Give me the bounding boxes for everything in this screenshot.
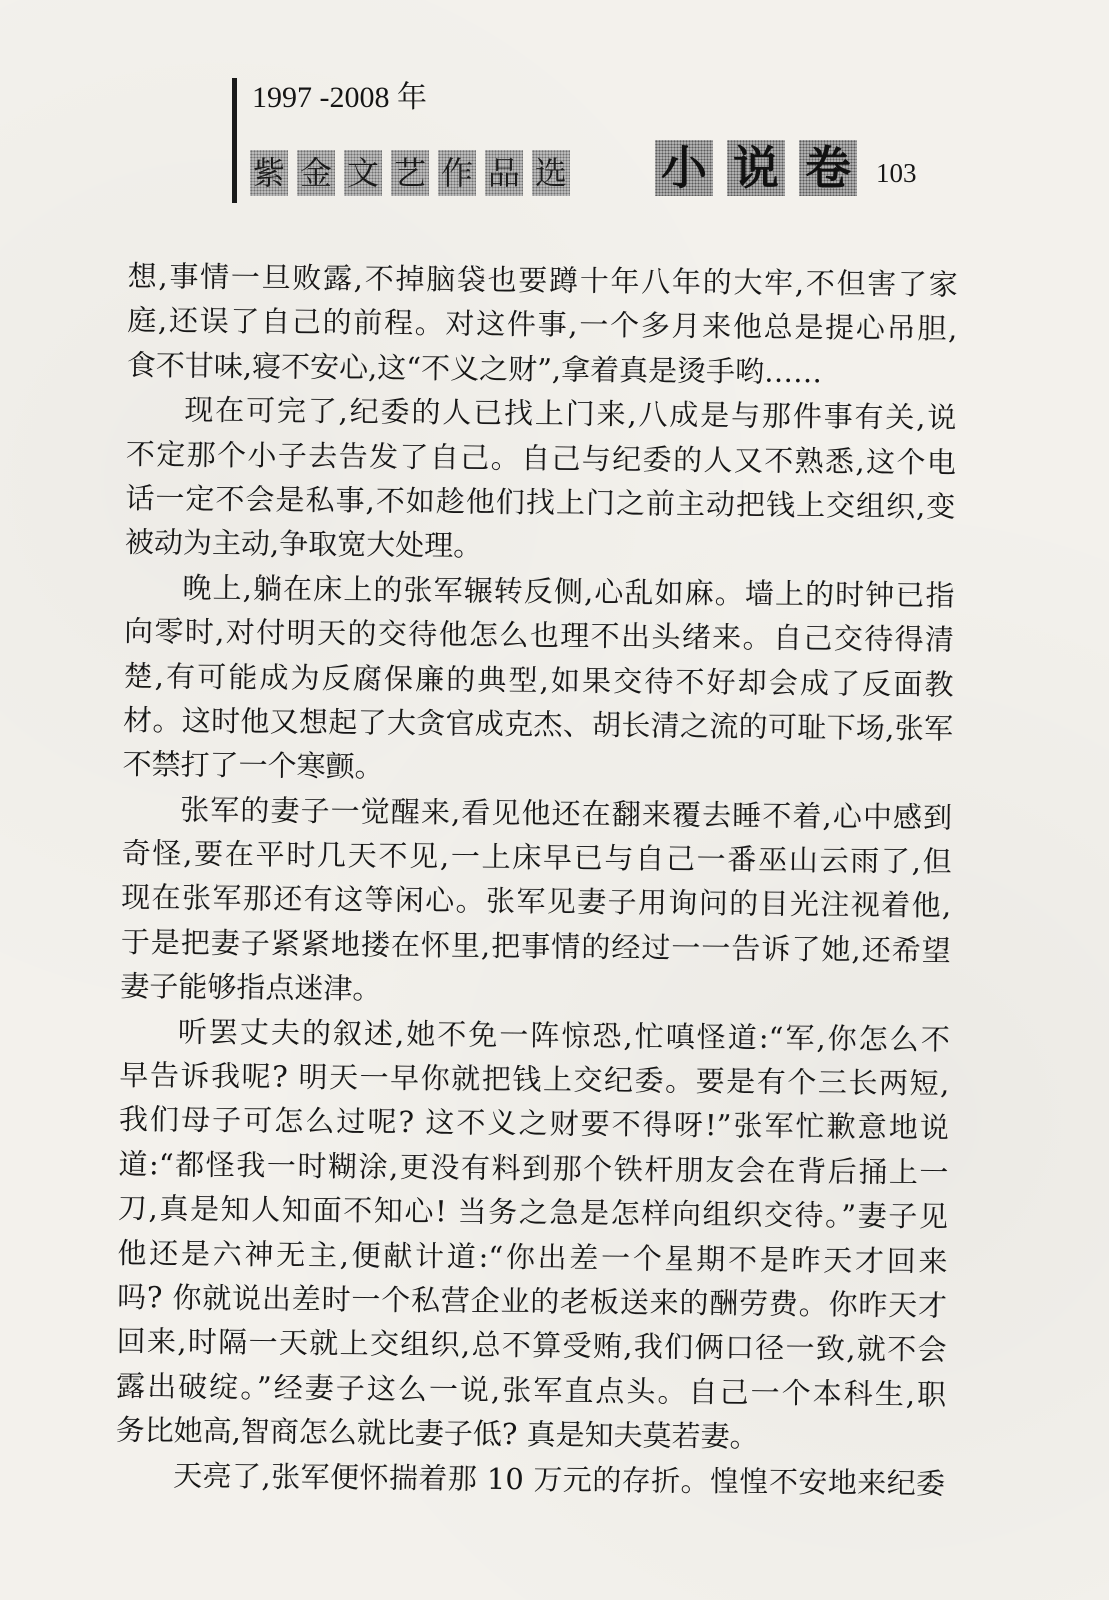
text-line: 刀,真是知人知面不知心! 当务之急是怎样向组织交待。”妻子见	[117, 1191, 949, 1234]
volume-title	[655, 140, 857, 196]
text-line: 早告诉我呢? 明天一早你就把钱上交纪委。要是有个三长两短,	[119, 1057, 950, 1101]
volume-title-char: 小	[655, 140, 713, 196]
page-number: 103	[876, 158, 917, 188]
text-line: 务比她高,智商怎么就比妻子低? 真是知夫莫若妻。	[115, 1413, 759, 1454]
text-line: 材。这时他又想起了大贪官成克杰、胡长清之流的可耻下场,张军	[122, 702, 954, 746]
text-line: 现在张军那还有这等闲心。张军见妻子用询问的目光注视着他,	[121, 880, 952, 924]
text-line: 食不甘味,寝不安心,这“不义之财”,拿着真是烫手哟……	[126, 347, 823, 390]
text-line: 庭,还误了自己的前程。对这件事,一个多月来他总是提心吊胆,	[127, 303, 958, 347]
text-line: 妻子能够指点迷津。	[120, 969, 382, 1006]
series-title-char: 艺	[391, 150, 429, 196]
text-line: 楚,有可能成为反腐保廉的典型,如果交待不好却会成了反面教	[123, 658, 954, 702]
text-line: 晚上,躺在床上的张军辗转反侧,心乱如麻。墙上的时钟已指	[182, 570, 955, 613]
text-line: 向零时,对付明天的交待他怎么也理不出头绪来。自己交待得清	[123, 614, 955, 657]
series-title-char: 紫	[250, 150, 288, 196]
text-line: 吗? 你就说出差时一个私营企业的老板送来的酬劳费。你昨天才	[116, 1279, 948, 1323]
series-title-char: 选	[532, 150, 570, 196]
text-line: 想,事情一旦败露,不掉脑袋也要蹲十年八年的大牢,不但害了家	[127, 258, 958, 302]
text-line: 他还是六神无主,便献计道:“你出差一个星期不是昨天才回来	[117, 1235, 948, 1279]
series-title-char: 品	[485, 150, 523, 196]
text-line: 听罢丈夫的叙述,她不免一阵惊恐,忙嗔怪道:“军,你怎么不	[177, 1014, 950, 1057]
volume-title-char: 卷	[799, 140, 857, 196]
series-title-char: 文	[344, 150, 382, 196]
header-vertical-rule	[232, 78, 237, 203]
header-years: 1997 -2008 年	[252, 81, 427, 114]
text-line: 不定那个小子去告发了自己。自己与纪委的人又不熟悉,这个电	[125, 436, 957, 480]
series-title-char: 作	[438, 150, 476, 196]
text-line: 话一定不会是私事,不如趁他们找上门之前主动把钱上交组织,变	[125, 480, 956, 524]
text-line: 天亮了,张军便怀揣着那 10 万元的存折。惶惶不安地来纪委	[173, 1458, 946, 1501]
text-line: 露出破绽。”经妻子这么一说,张军直点头。自己一个本科生,职	[115, 1368, 947, 1412]
text-line: 张军的妻子一觉醒来,看见他还在翻来覆去睡不着,心中感到	[180, 792, 953, 835]
text-line: 道:“都怪我一时糊涂,更没有料到那个铁杆朋友会在背后捅上一	[118, 1146, 949, 1190]
text-line: 现在可完了,纪委的人已找上门来,八成是与那件事有关,说	[184, 392, 957, 435]
volume-title-char: 说	[727, 140, 785, 196]
series-title-char: 金	[297, 150, 335, 196]
text-line: 我们母子可怎么过呢? 这不义之财要不得呀!”张军忙歉意地说	[118, 1102, 950, 1146]
text-line: 奇怪,要在平时几天不见,一上床早已与自己一番巫山云雨了,但	[121, 836, 952, 879]
text-line: 不禁打了一个寒颤。	[122, 747, 384, 785]
text-line: 于是把妻子紧紧地搂在怀里,把事情的经过一一告诉了她,还希望	[120, 924, 951, 968]
series-title	[250, 150, 570, 196]
text-line: 被动为主动,争取宽大处理。	[124, 525, 483, 564]
text-line: 回来,时隔一天就上交组织,总不算受贿,我们俩口径一致,就不会	[116, 1324, 947, 1368]
body-text	[115, 254, 958, 1506]
